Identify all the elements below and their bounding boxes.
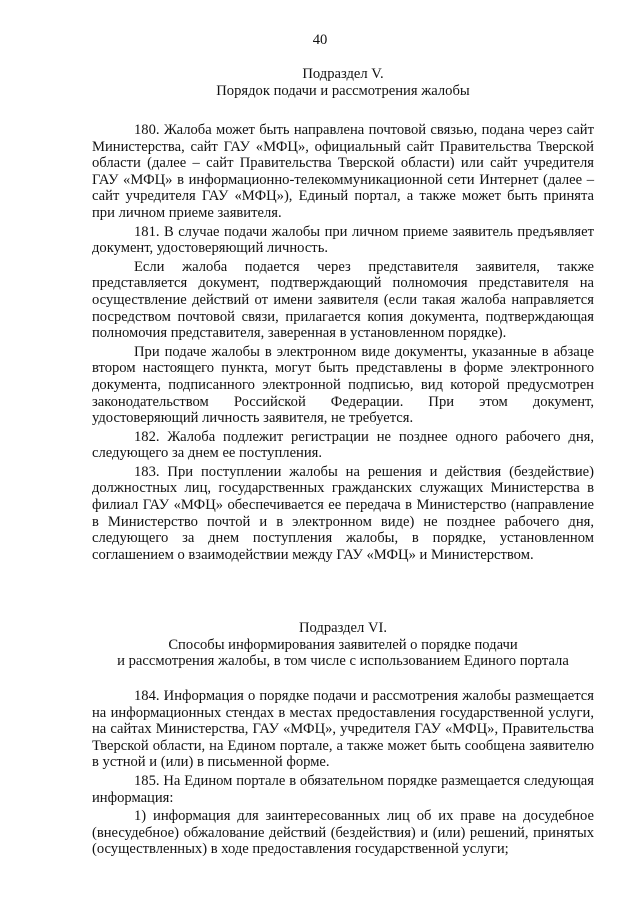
paragraph-185-item-1: 1) информация для заинтересованных лиц об их праве на досудебное (внесудебное) обжалование действий (бездействия) и (или) решений, принятых (осуществленных) в ходе предоставления государственной услуги; [92, 808, 594, 858]
paragraph-182: 182. Жалоба подлежит регистрации не позднее одного рабочего дня, следующего за днем ее поступления. [92, 428, 594, 462]
paragraph-184: 184. Информация о порядке подачи и рассмотрения жалобы размещается на информационных стендах в местах предоставления государственной услуги, на сайтах Министерства, ГАУ «МФЦ», учредителя ГАУ «МФЦ», Правительства Тверской области, на Едином портале, а также может быть сообщена заявителю в устной и (или) в письменной форме. [92, 688, 594, 771]
subsection-5-subtitle: Порядок подачи и рассмотрения жалобы [216, 82, 470, 99]
subsection-5-body [92, 122, 594, 563]
paragraph-181-representative: Если жалоба подается через представителя заявителя, также представляется документ, подтверждающий полномочия представителя на осуществление действий от имени заявителя (если такая жалоба направляется посредством почтовой связи, прилагается копия документа, подтверждающая полномочия представителя, заверенная в установленном порядке). [92, 258, 594, 342]
subsection-6-subtitle-line1: Способы информирования заявителей о порядке подачи [168, 636, 518, 653]
subsection-6-title: Подраздел VI. [299, 620, 387, 636]
paragraph-180: 180. Жалоба может быть направлена почтовой связью, подана через сайт Министерства, сайт ГАУ «МФЦ», официальный сайт Правительства Тверской области (далее – сайт Правительства Тверской области) или сайт учредителя ГАУ «МФЦ» в информационно-телекоммуникационной сети Интернет (далее – сайт учредителя ГАУ «МФЦ»), Единый портал, а также может быть принята при личном приеме заявителя. [92, 122, 594, 221]
subsection-5-title: Подраздел V. [302, 66, 384, 82]
subsection-6-body [92, 688, 594, 858]
subsection-6-heading [92, 620, 594, 670]
subsection-5-heading [92, 66, 594, 99]
page-number: 40 [312, 32, 328, 48]
paragraph-185: 185. На Едином портале в обязательном порядке размещается следующая информация: [92, 772, 594, 806]
paragraph-183: 183. При поступлении жалобы на решения и действия (бездействие) должностных лиц, государственных гражданских служащих Министерства в филиал ГАУ «МФЦ» обеспечивается ее передача в Министерство (направление в Министерство почтой и в электронном виде) не позднее рабочего дня, следующего за днем поступления жалобы, в порядке, установленном соглашением о взаимодействии между ГАУ «МФЦ» и Министерством. [92, 463, 594, 563]
paragraph-181-electronic: При подаче жалобы в электронном виде документы, указанные в абзаце втором настоящего пункта, могут быть представлены в форме электронного документа, подписанного электронной подписью, вид которой предусмотрен законодательством Российской Федерации. При этом документ, удостоверяющий личность заявителя, не требуется. [92, 343, 594, 427]
paragraph-181: 181. В случае подачи жалобы при личном приеме заявитель предъявляет документ, удостоверяющий личность. [92, 223, 594, 257]
subsection-6-subtitle-line2: и рассмотрения жалобы, в том числе с использованием Единого портала [117, 653, 569, 670]
